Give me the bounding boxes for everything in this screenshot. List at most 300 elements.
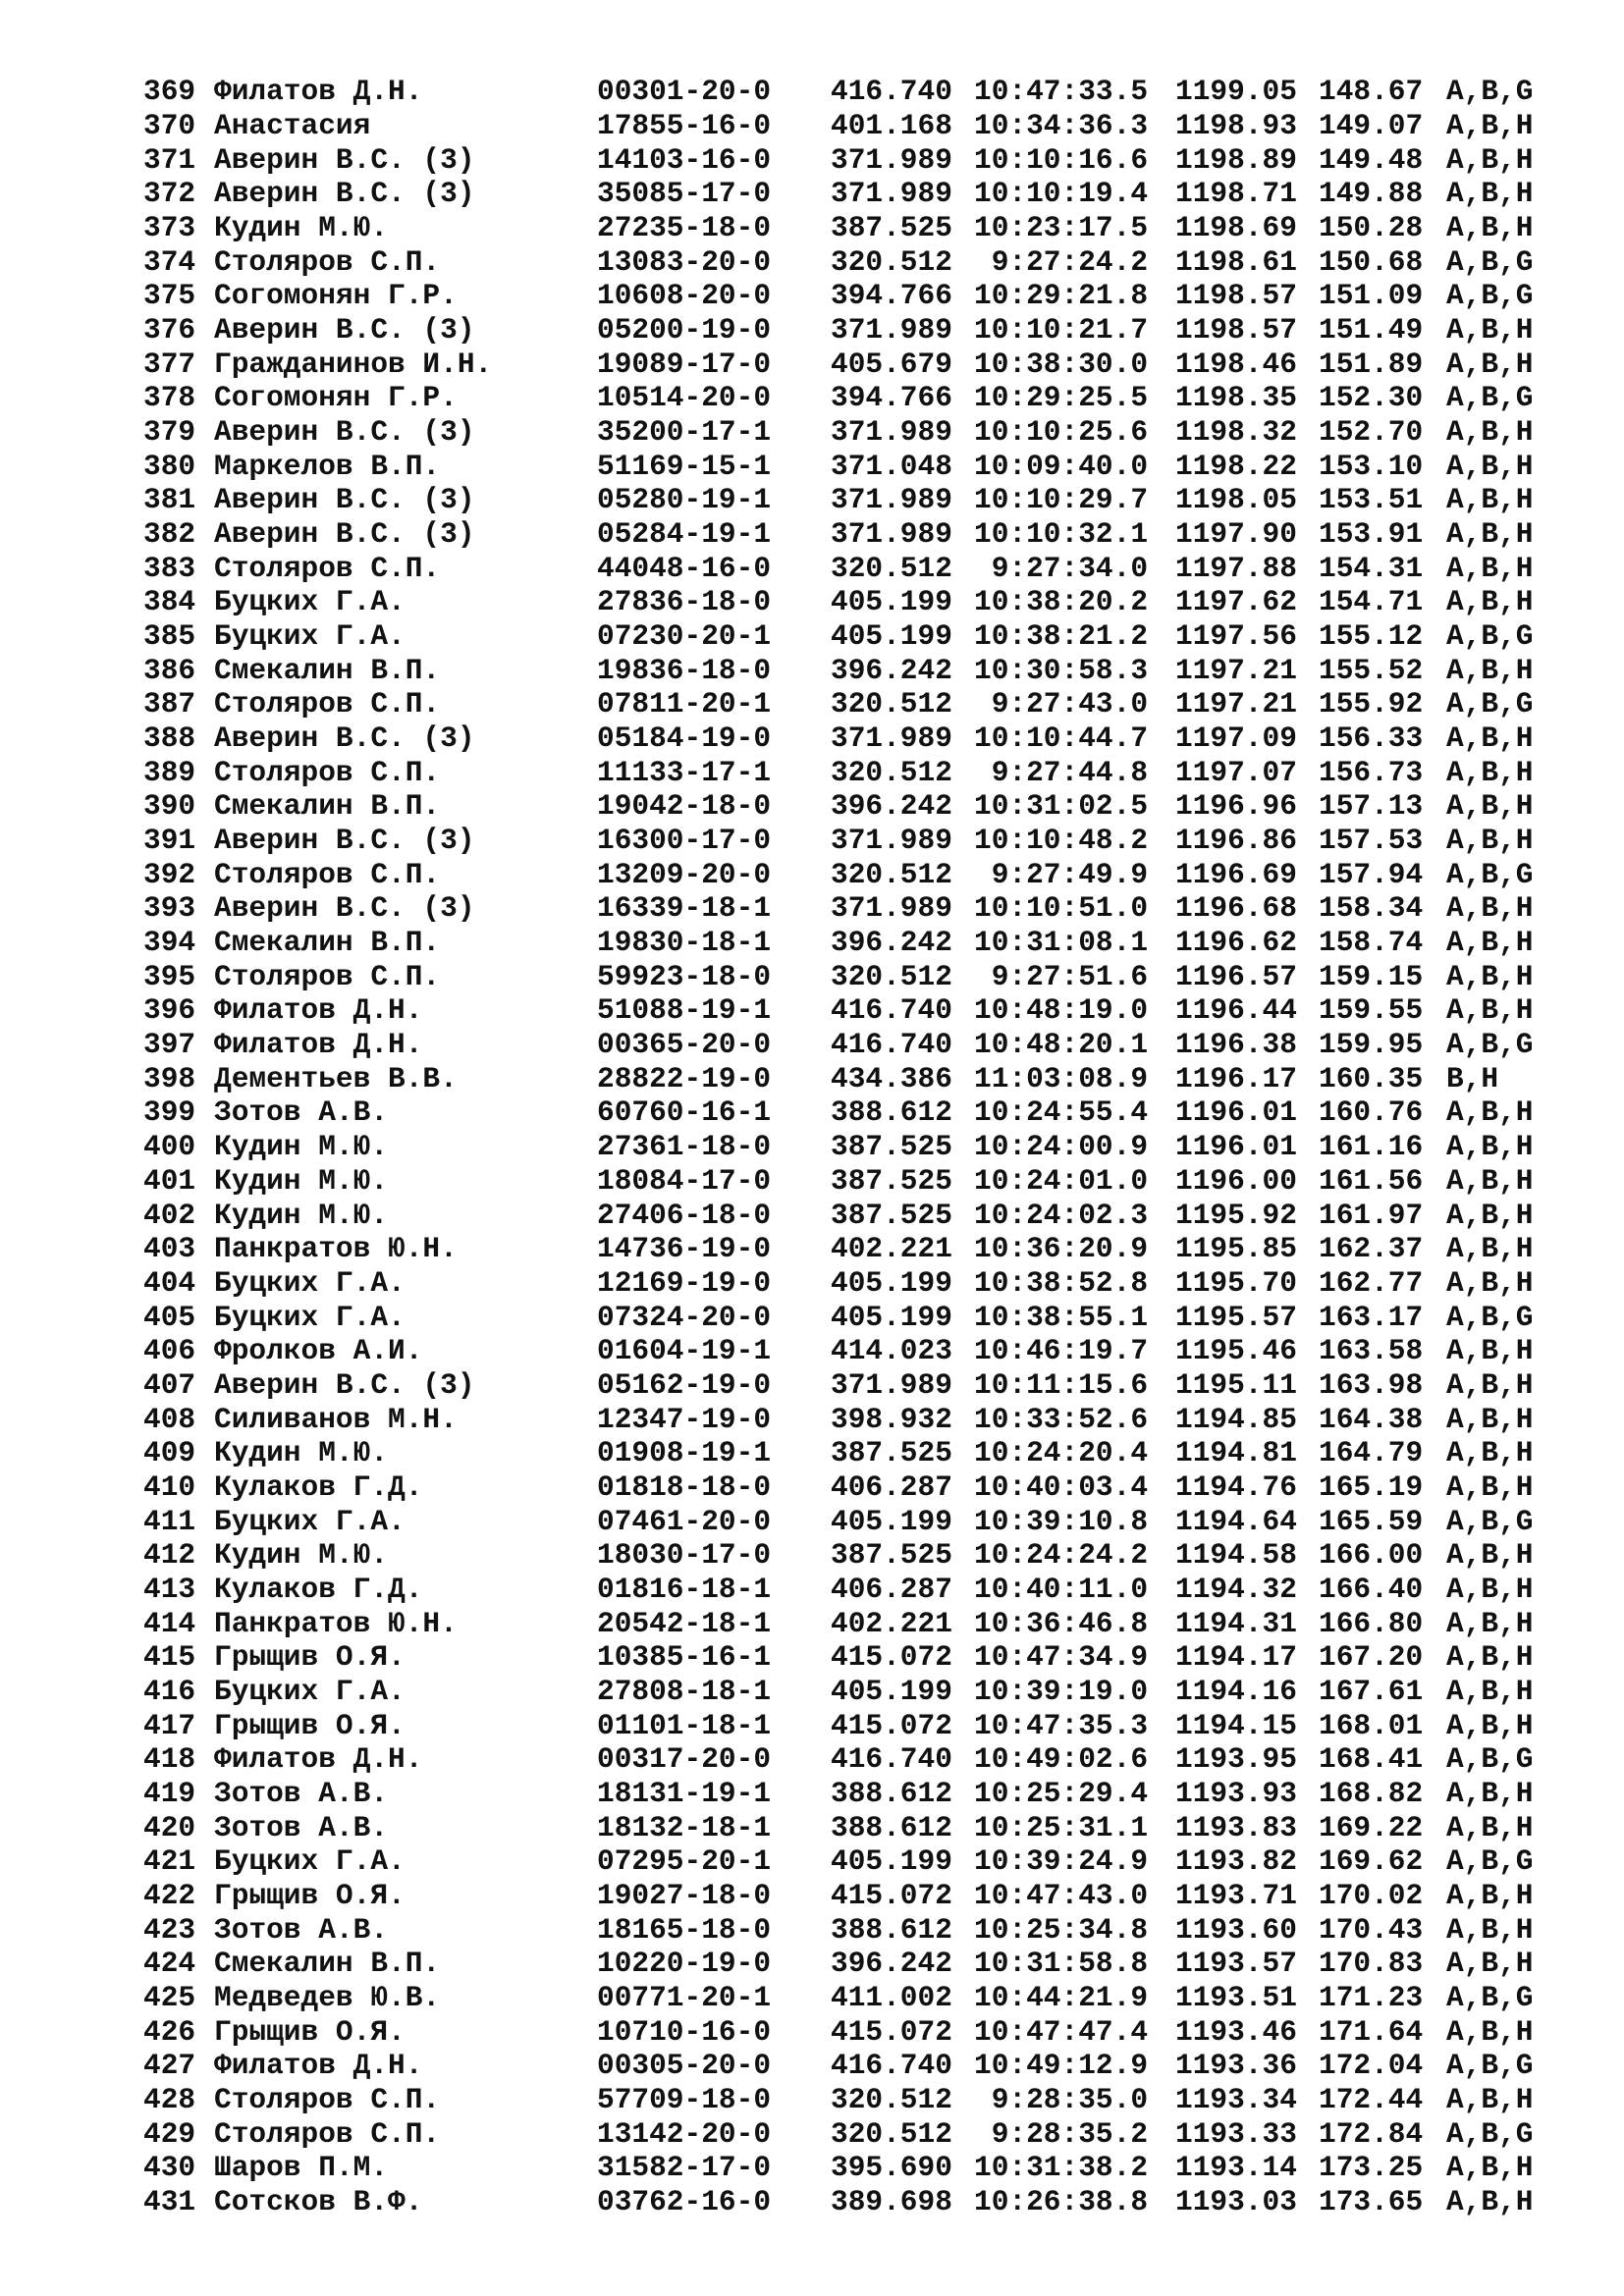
speed-value: 1198.71	[1175, 177, 1297, 211]
distance-value: 405.199	[831, 585, 952, 619]
speed-value: 1199.05	[1175, 75, 1297, 109]
fancier-name: Фролков А.И.	[214, 1334, 423, 1368]
distance-value: 414.023	[831, 1334, 952, 1368]
fancier-name: Аверин В.С. (3)	[214, 824, 475, 858]
distance-value: 406.287	[831, 1572, 952, 1606]
group-codes: A,B,H	[1446, 1708, 1534, 1742]
points-value: 172.04	[1319, 2049, 1424, 2083]
arrival-time: 10:10:44.7	[974, 721, 1149, 756]
place-number: 411	[143, 1504, 196, 1538]
fancier-name: Филатов Д.Н.	[214, 2049, 423, 2083]
distance-value: 387.525	[831, 1163, 952, 1198]
place-number: 422	[143, 1878, 196, 1912]
speed-value: 1195.85	[1175, 1232, 1297, 1266]
place-number: 414	[143, 1606, 196, 1640]
distance-value: 371.989	[831, 517, 952, 552]
arrival-time: 9:28:35.2	[974, 2116, 1149, 2151]
ring-number: 07461-20-0	[597, 1504, 772, 1538]
arrival-time: 10:38:30.0	[974, 347, 1149, 381]
fancier-name: Столяров С.П.	[214, 2116, 441, 2151]
fancier-name: Аверин В.С. (3)	[214, 891, 475, 926]
place-number: 390	[143, 789, 196, 824]
distance-value: 405.199	[831, 1504, 952, 1538]
speed-value: 1194.16	[1175, 1674, 1297, 1708]
speed-value: 1195.70	[1175, 1265, 1297, 1300]
distance-value: 401.168	[831, 109, 952, 142]
points-value: 170.43	[1319, 1912, 1424, 1947]
distance-value: 388.612	[831, 1810, 952, 1844]
speed-value: 1196.00	[1175, 1163, 1297, 1198]
group-codes: A,B,H	[1446, 2151, 1534, 2185]
group-codes: A,B,G	[1446, 1504, 1534, 1538]
table-row	[143, 1606, 1557, 1640]
points-value: 163.17	[1319, 1300, 1424, 1334]
distance-value: 320.512	[831, 857, 952, 891]
place-number: 428	[143, 2082, 196, 2116]
distance-value: 416.740	[831, 1742, 952, 1777]
arrival-time: 10:38:20.2	[974, 585, 1149, 619]
ring-number: 18084-17-0	[597, 1163, 772, 1198]
arrival-time: 10:33:52.6	[974, 1402, 1149, 1436]
ring-number: 05200-19-0	[597, 313, 772, 347]
points-value: 157.94	[1319, 857, 1424, 891]
fancier-name: Зотов А.В.	[214, 1810, 389, 1844]
speed-value: 1195.92	[1175, 1198, 1297, 1232]
fancier-name: Аверин В.С. (3)	[214, 517, 475, 552]
arrival-time: 9:27:51.6	[974, 959, 1149, 993]
speed-value: 1198.61	[1175, 244, 1297, 279]
speed-value: 1193.33	[1175, 2116, 1297, 2151]
ring-number: 17855-16-0	[597, 109, 772, 142]
distance-value: 320.512	[831, 755, 952, 789]
fancier-name: Столяров С.П.	[214, 244, 441, 279]
speed-value: 1194.17	[1175, 1640, 1297, 1675]
group-codes: A,B,H	[1446, 1810, 1534, 1844]
distance-value: 416.740	[831, 75, 952, 109]
place-number: 426	[143, 2014, 196, 2049]
speed-value: 1197.56	[1175, 619, 1297, 654]
speed-value: 1197.07	[1175, 755, 1297, 789]
fancier-name: Филатов Д.Н.	[214, 993, 423, 1028]
ring-number: 12169-19-0	[597, 1265, 772, 1300]
distance-value: 394.766	[831, 279, 952, 313]
distance-value: 320.512	[831, 2116, 952, 2151]
ring-number: 10220-19-0	[597, 1947, 772, 1981]
arrival-time: 10:25:31.1	[974, 1810, 1149, 1844]
arrival-time: 10:39:19.0	[974, 1674, 1149, 1708]
group-codes: A,B,H	[1446, 415, 1534, 450]
place-number: 384	[143, 585, 196, 619]
group-codes: A,B,H	[1446, 517, 1534, 552]
ring-number: 07230-20-1	[597, 619, 772, 654]
fancier-name: Буцких Г.А.	[214, 1674, 406, 1708]
distance-value: 371.989	[831, 891, 952, 926]
place-number: 372	[143, 177, 196, 211]
points-value: 169.62	[1319, 1844, 1424, 1879]
speed-value: 1198.89	[1175, 142, 1297, 177]
distance-value: 405.199	[831, 1844, 952, 1879]
table-row	[143, 2049, 1557, 2083]
fancier-name: Аверин В.С. (3)	[214, 313, 475, 347]
distance-value: 320.512	[831, 687, 952, 721]
arrival-time: 10:29:21.8	[974, 279, 1149, 313]
ring-number: 27406-18-0	[597, 1198, 772, 1232]
arrival-time: 10:49:02.6	[974, 1742, 1149, 1777]
ring-number: 07811-20-1	[597, 687, 772, 721]
arrival-time: 10:31:58.8	[974, 1947, 1149, 1981]
place-number: 400	[143, 1130, 196, 1164]
speed-value: 1194.31	[1175, 1606, 1297, 1640]
arrival-time: 10:38:52.8	[974, 1265, 1149, 1300]
speed-value: 1196.44	[1175, 993, 1297, 1028]
group-codes: A,B,G	[1446, 1844, 1534, 1879]
points-value: 151.09	[1319, 279, 1424, 313]
group-codes: A,B,H	[1446, 755, 1534, 789]
group-codes: A,B,H	[1446, 551, 1534, 585]
table-row	[143, 1879, 1557, 1913]
arrival-time: 10:34:36.3	[974, 109, 1149, 142]
arrival-time: 10:10:16.6	[974, 142, 1149, 177]
table-row	[143, 1742, 1557, 1777]
table-row	[143, 1640, 1557, 1675]
points-value: 168.01	[1319, 1708, 1424, 1742]
distance-value: 405.199	[831, 1300, 952, 1334]
speed-value: 1193.46	[1175, 2014, 1297, 2049]
speed-value: 1196.96	[1175, 789, 1297, 824]
distance-value: 415.072	[831, 1708, 952, 1742]
arrival-time: 10:38:21.2	[974, 619, 1149, 654]
group-codes: A,B,H	[1446, 1163, 1534, 1198]
points-value: 162.77	[1319, 1265, 1424, 1300]
distance-value: 320.512	[831, 244, 952, 279]
fancier-name: Столяров С.П.	[214, 2082, 441, 2116]
arrival-time: 10:39:10.8	[974, 1504, 1149, 1538]
speed-value: 1197.90	[1175, 517, 1297, 552]
table-row	[143, 1095, 1557, 1130]
points-value: 163.58	[1319, 1334, 1424, 1368]
place-number: 402	[143, 1198, 196, 1232]
speed-value: 1194.81	[1175, 1436, 1297, 1470]
points-value: 150.28	[1319, 211, 1424, 245]
place-number: 431	[143, 2184, 196, 2218]
points-value: 152.70	[1319, 415, 1424, 450]
fancier-name: Кудин М.Ю.	[214, 211, 389, 245]
points-value: 173.65	[1319, 2184, 1424, 2218]
arrival-time: 10:10:48.2	[974, 824, 1149, 858]
ring-number: 05280-19-1	[597, 483, 772, 517]
fancier-name: Кудин М.Ю.	[214, 1538, 389, 1573]
distance-value: 371.989	[831, 313, 952, 347]
fancier-name: Согомонян Г.Р.	[214, 279, 458, 313]
table-row	[143, 1368, 1557, 1403]
table-row	[143, 75, 1557, 109]
group-codes: B,H	[1446, 1061, 1499, 1095]
fancier-name: Аверин В.С. (3)	[214, 142, 475, 177]
group-codes: A,B,G	[1446, 687, 1534, 721]
fancier-name: Гражданинов И.Н.	[214, 347, 493, 381]
distance-value: 416.740	[831, 993, 952, 1028]
distance-value: 387.525	[831, 211, 952, 245]
ring-number: 13142-20-0	[597, 2116, 772, 2151]
ring-number: 00771-20-1	[597, 1980, 772, 2014]
distance-value: 371.989	[831, 177, 952, 211]
group-codes: A,B,H	[1446, 926, 1534, 960]
points-value: 167.61	[1319, 1674, 1424, 1708]
arrival-time: 10:47:47.4	[974, 2014, 1149, 2049]
table-row	[143, 585, 1557, 619]
arrival-time: 11:03:08.9	[974, 1061, 1149, 1095]
speed-value: 1198.46	[1175, 347, 1297, 381]
fancier-name: Шаров П.М.	[214, 2151, 389, 2185]
ring-number: 28822-19-0	[597, 1061, 772, 1095]
fancier-name: Смекалин В.П.	[214, 653, 441, 687]
ring-number: 13209-20-0	[597, 857, 772, 891]
speed-value: 1193.03	[1175, 2184, 1297, 2218]
table-row	[143, 483, 1557, 517]
table-row	[143, 687, 1557, 721]
fancier-name: Аверин В.С. (3)	[214, 1367, 475, 1402]
ring-number: 19836-18-0	[597, 653, 772, 687]
points-value: 151.49	[1319, 313, 1424, 347]
distance-value: 411.002	[831, 1980, 952, 2014]
group-codes: A,B,H	[1446, 2014, 1534, 2049]
distance-value: 371.989	[831, 824, 952, 858]
place-number: 429	[143, 2116, 196, 2151]
group-codes: A,B,G	[1446, 279, 1534, 313]
arrival-time: 10:10:25.6	[974, 415, 1149, 450]
place-number: 416	[143, 1674, 196, 1708]
speed-value: 1196.57	[1175, 959, 1297, 993]
group-codes: A,B,H	[1446, 109, 1534, 142]
results-rows	[143, 75, 1557, 2218]
place-number: 370	[143, 109, 196, 142]
points-value: 148.67	[1319, 75, 1424, 109]
arrival-time: 9:27:44.8	[974, 755, 1149, 789]
ring-number: 01101-18-1	[597, 1708, 772, 1742]
table-row	[143, 313, 1557, 347]
arrival-time: 10:10:32.1	[974, 517, 1149, 552]
speed-value: 1196.62	[1175, 926, 1297, 960]
points-value: 158.34	[1319, 891, 1424, 926]
fancier-name: Зотов А.В.	[214, 1095, 389, 1130]
fancier-name: Согомонян Г.Р.	[214, 381, 458, 415]
ring-number: 03762-16-0	[597, 2184, 772, 2218]
distance-value: 320.512	[831, 2082, 952, 2116]
ring-number: 01816-18-1	[597, 1572, 772, 1606]
distance-value: 387.525	[831, 1538, 952, 1573]
distance-value: 388.612	[831, 1095, 952, 1130]
ring-number: 00305-20-0	[597, 2049, 772, 2083]
points-value: 155.92	[1319, 687, 1424, 721]
distance-value: 371.989	[831, 415, 952, 450]
points-value: 157.53	[1319, 824, 1424, 858]
table-row	[143, 2151, 1557, 2185]
points-value: 153.51	[1319, 483, 1424, 517]
table-row	[143, 1470, 1557, 1505]
points-value: 149.07	[1319, 109, 1424, 142]
distance-value: 371.048	[831, 449, 952, 483]
group-codes: A,B,H	[1446, 1469, 1534, 1504]
place-number: 404	[143, 1265, 196, 1300]
group-codes: A,B,H	[1446, 789, 1534, 824]
points-value: 152.30	[1319, 381, 1424, 415]
speed-value: 1197.62	[1175, 585, 1297, 619]
place-number: 375	[143, 279, 196, 313]
ring-number: 01604-19-1	[597, 1334, 772, 1368]
arrival-time: 10:24:55.4	[974, 1095, 1149, 1130]
place-number: 379	[143, 415, 196, 450]
ring-number: 18132-18-1	[597, 1810, 772, 1844]
arrival-time: 10:44:21.9	[974, 1980, 1149, 2014]
speed-value: 1198.35	[1175, 381, 1297, 415]
ring-number: 05184-19-0	[597, 721, 772, 756]
speed-value: 1193.71	[1175, 1878, 1297, 1912]
table-row	[143, 347, 1557, 381]
group-codes: A,B,H	[1446, 1198, 1534, 1232]
results-table	[143, 75, 1557, 2218]
place-number: 373	[143, 211, 196, 245]
arrival-time: 10:47:33.5	[974, 75, 1149, 109]
speed-value: 1196.69	[1175, 857, 1297, 891]
fancier-name: Столяров С.П.	[214, 755, 441, 789]
points-value: 150.68	[1319, 244, 1424, 279]
distance-value: 405.679	[831, 347, 952, 381]
group-codes: A,B,G	[1446, 1300, 1534, 1334]
table-row	[143, 619, 1557, 654]
speed-value: 1193.93	[1175, 1776, 1297, 1810]
group-codes: A,B,G	[1446, 619, 1534, 654]
arrival-time: 10:31:38.2	[974, 2151, 1149, 2185]
group-codes: A,B,G	[1446, 1742, 1534, 1777]
fancier-name: Аверин В.С. (3)	[214, 415, 475, 450]
distance-value: 387.525	[831, 1198, 952, 1232]
table-row	[143, 142, 1557, 177]
place-number: 369	[143, 75, 196, 109]
distance-value: 320.512	[831, 959, 952, 993]
fancier-name: Кулаков Г.Д.	[214, 1469, 423, 1504]
points-value: 156.73	[1319, 755, 1424, 789]
fancier-name: Силиванов М.Н.	[214, 1402, 458, 1436]
points-value: 172.84	[1319, 2116, 1424, 2151]
table-row	[143, 1266, 1557, 1301]
arrival-time: 10:11:15.6	[974, 1367, 1149, 1402]
points-value: 159.55	[1319, 993, 1424, 1028]
arrival-time: 10:39:24.9	[974, 1844, 1149, 1879]
points-value: 168.82	[1319, 1776, 1424, 1810]
speed-value: 1198.93	[1175, 109, 1297, 142]
speed-value: 1194.64	[1175, 1504, 1297, 1538]
place-number: 382	[143, 517, 196, 552]
group-codes: A,B,H	[1446, 1776, 1534, 1810]
ring-number: 44048-16-0	[597, 551, 772, 585]
group-codes: A,B,H	[1446, 1232, 1534, 1266]
table-row	[143, 1061, 1557, 1095]
arrival-time: 10:24:01.0	[974, 1163, 1149, 1198]
points-value: 166.80	[1319, 1606, 1424, 1640]
fancier-name: Анастасия	[214, 109, 371, 142]
ring-number: 07324-20-0	[597, 1300, 772, 1334]
group-codes: A,B,H	[1446, 1402, 1534, 1436]
fancier-name: Сотсков В.Ф.	[214, 2184, 423, 2218]
group-codes: A,B,H	[1446, 142, 1534, 177]
points-value: 164.38	[1319, 1402, 1424, 1436]
place-number: 401	[143, 1163, 196, 1198]
group-codes: A,B,H	[1446, 347, 1534, 381]
table-row	[143, 1810, 1557, 1844]
place-number: 405	[143, 1300, 196, 1334]
arrival-time: 10:23:17.5	[974, 211, 1149, 245]
arrival-time: 10:10:19.4	[974, 177, 1149, 211]
points-value: 155.52	[1319, 653, 1424, 687]
points-value: 151.89	[1319, 347, 1424, 381]
place-number: 407	[143, 1367, 196, 1402]
place-number: 387	[143, 687, 196, 721]
group-codes: A,B,G	[1446, 1028, 1534, 1062]
points-value: 165.19	[1319, 1469, 1424, 1504]
group-codes: A,B,G	[1446, 2116, 1534, 2151]
speed-value: 1193.51	[1175, 1980, 1297, 2014]
points-value: 159.95	[1319, 1028, 1424, 1062]
table-row	[143, 824, 1557, 858]
ring-number: 57709-18-0	[597, 2082, 772, 2116]
table-row	[143, 244, 1557, 279]
arrival-time: 10:24:02.3	[974, 1198, 1149, 1232]
speed-value: 1195.57	[1175, 1300, 1297, 1334]
fancier-name: Кудин М.Ю.	[214, 1436, 389, 1470]
distance-value: 371.989	[831, 483, 952, 517]
fancier-name: Грыщив О.Я.	[214, 1640, 406, 1675]
points-value: 172.44	[1319, 2082, 1424, 2116]
group-codes: A,B,H	[1446, 585, 1534, 619]
arrival-time: 10:24:20.4	[974, 1436, 1149, 1470]
place-number: 424	[143, 1947, 196, 1981]
place-number: 394	[143, 926, 196, 960]
table-row	[143, 2014, 1557, 2049]
table-row	[143, 177, 1557, 211]
points-value: 162.37	[1319, 1232, 1424, 1266]
fancier-name: Зотов А.В.	[214, 1776, 389, 1810]
place-number: 377	[143, 347, 196, 381]
arrival-time: 10:36:20.9	[974, 1232, 1149, 1266]
fancier-name: Панкратов Ю.Н.	[214, 1232, 458, 1266]
arrival-time: 10:47:35.3	[974, 1708, 1149, 1742]
group-codes: A,B,H	[1446, 1947, 1534, 1981]
speed-value: 1196.01	[1175, 1130, 1297, 1164]
points-value: 160.76	[1319, 1095, 1424, 1130]
table-row	[143, 926, 1557, 960]
place-number: 412	[143, 1538, 196, 1573]
ring-number: 14736-19-0	[597, 1232, 772, 1266]
distance-value: 396.242	[831, 789, 952, 824]
table-row	[143, 1436, 1557, 1470]
distance-value: 394.766	[831, 381, 952, 415]
place-number: 376	[143, 313, 196, 347]
fancier-name: Аверин В.С. (3)	[214, 177, 475, 211]
arrival-time: 10:09:40.0	[974, 449, 1149, 483]
speed-value: 1198.57	[1175, 313, 1297, 347]
ring-number: 12347-19-0	[597, 1402, 772, 1436]
group-codes: A,B,H	[1446, 2184, 1534, 2218]
table-row	[143, 2116, 1557, 2151]
speed-value: 1198.32	[1175, 415, 1297, 450]
group-codes: A,B,H	[1446, 1265, 1534, 1300]
ring-number: 10514-20-0	[597, 381, 772, 415]
group-codes: A,B,H	[1446, 1878, 1534, 1912]
fancier-name: Зотов А.В.	[214, 1912, 389, 1947]
table-row	[143, 551, 1557, 585]
fancier-name: Филатов Д.Н.	[214, 1742, 423, 1777]
speed-value: 1193.60	[1175, 1912, 1297, 1947]
